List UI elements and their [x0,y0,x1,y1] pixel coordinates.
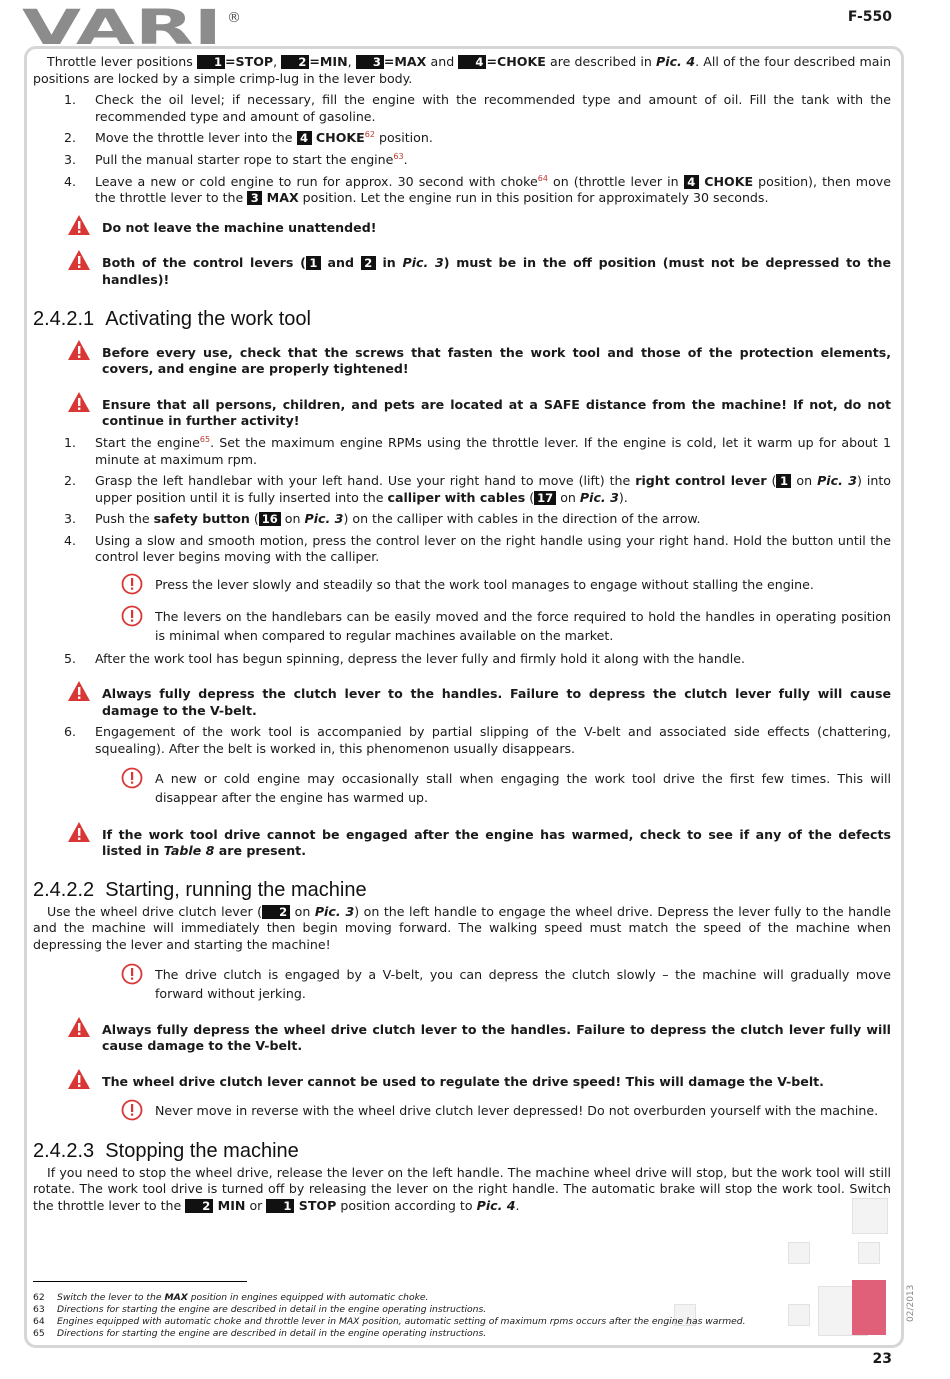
warning-icon [67,391,91,413]
list-item: 6. Engagement of the work tool is accompanied by partial slipping of the V-belt and associated side effects (chattering, squealing). After the belt is worked in, this phenomenon usually disappears. [64,724,891,756]
list-item: 1. Check the oil level; if necessary, fill the engine with the recommended type and amount of oil. Fill the tank with the recommended type and amount of gasoline. [64,92,891,124]
list-item: 1. Start the engine$^{65}$. Set the maximum engine RPMs using the throttle lever. If the engine is cold, let it warm up for about 1 minute at maximum rpm. [64,434,891,467]
info-notice: The levers on the handlebars can be easily moved and the force required to hold the handles in operating position is minimal when compared to regular machines available on the market. [33,607,891,646]
list-item: 4. Leave a new or cold engine to run for approx. 30 second with choke$^{64}$ on (throttle lever in 4 CHOKE position), then move the throttle lever to the 3 MAX position. Let the engine run in this position for approximately 30 seconds. [64,173,891,206]
list-item: 5. After the work tool has begun spinning, depress the lever fully and firmly hold it along with the handle. [64,650,746,666]
vari-logo [22,8,252,48]
body-paragraph: Use the wheel drive clutch lever ( 2 on Pic. 3) on the left handle to engage the wheel drive. Depress the lever fully to the handle and the machine will immediately then begin moving forward. The walking speed must match the speed of the machine when depressing the lever and starting the machine! [33,903,891,952]
section-heading: 2.4.2.2 Starting, running the machine [33,878,367,901]
warning-notice: The wheel drive clutch lever cannot be used to regulate the drive speed! This will damage the V-belt. [33,1074,891,1091]
intro-paragraph: Throttle lever positions 1 =STOP, 2 =MIN, 3 =MAX and 4 =CHOKE are described in Pic. 4. All of the four described main positions are locked by a simple crimp-lug in the lever body. [33,54,891,86]
footnote: 63 Directions for starting the engine are described in detail in the engine operating instructions. [33,1304,487,1315]
warning-icon [67,1016,91,1038]
info-icon [121,1099,143,1121]
info-notice: Press the lever slowly and steadily so that the work tool manages to engage without stalling the engine. [33,575,891,595]
info-icon [121,767,143,789]
footnotes [33,1292,753,1340]
section-heading: 2.4.2.1 Activating the work tool [33,307,311,330]
warning-icon [67,339,91,361]
info-icon [121,573,143,595]
warning-notice: Do not leave the machine unattended! [33,220,891,237]
section-heading: 2.4.2.3 Stopping the machine [33,1139,299,1162]
body-paragraph: If you need to stop the wheel drive, release the lever on the left handle. The machine wheel drive will stop, but the work tool will still rotate. The work tool drive is turned off by releasing the lever on the right handle. The automatic brake will stop the work tool. Switch the throttle lever to the 2 MIN or 1 STOP position according to Pic. 4. [33,1164,891,1213]
warning-notice: If the work tool drive cannot be engaged after the engine has warmed, check to see if any of the defects listed in Table 8 are present. [33,827,891,860]
list-item: 3. Pull the manual starter rope to start the engine$^{63}$. [64,151,408,167]
warning-icon [67,214,91,236]
warning-icon [67,249,91,271]
footnote: 62 Switch the lever to the MAX position in engines equipped with automatic choke. [33,1292,429,1303]
warning-notice: Both of the control levers ( 1 and 2 in Pic. 3) must be in the off position (must not be depressed to the handles)! [33,255,891,288]
svg-text:VARI: VARI [22,8,222,48]
revision-date: 02/2013 [906,1284,916,1322]
info-notice: A new or cold engine may occasionally stall when engaging the work tool drive the first few times. This will disappear after the engine has warmed up. [33,769,891,808]
footnote-divider [33,1281,247,1282]
warning-notice: Ensure that all persons, children, and pets are located at a SAFE distance from the machine! If not, do not continue in further activity! [33,397,891,430]
footnote: 65 Directions for starting the engine are described in detail in the engine operating instructions. [33,1328,487,1339]
page-content [33,54,891,1215]
list-item: 3. Push the safety button ( 16 on Pic. 3) on the calliper with cables in the direction of the arrow. [64,511,701,527]
list-item: 2. Grasp the left handlebar with your left hand. Use your right hand to move (lift) the right control lever ( 1 on Pic. 3) into upper position until it is fully inserted into the calliper with cables ( 17 on Pic. 3). [64,473,891,505]
info-icon [121,963,143,985]
list-item: 2. Move the throttle lever into the 4 CHOKE$^{62}$ position. [64,130,433,146]
warning-notice: Before every use, check that the screws that fasten the work tool and those of the protection elements, covers, and engine are properly tightened! [33,345,891,378]
warning-notice: Always fully depress the wheel drive clutch lever to the handles. Failure to depress the clutch lever fully will cause damage to the V-belt. [33,1022,891,1055]
warning-icon [67,821,91,843]
info-icon [121,605,143,627]
model-label: F-550 [847,9,892,25]
list-item: 4. Using a slow and smooth motion, press the control lever on the right handle using your right hand. Hold the button until the control lever begins moving with the calliper. [64,532,891,565]
info-notice: The drive clutch is engaged by a V-belt, you can depress the clutch slowly – the machine will gradually move forward without jerking. [33,965,891,1004]
page-number: 23 [872,1351,892,1367]
svg-text:®: ® [227,10,241,26]
warning-icon [67,1068,91,1090]
warning-notice: Always fully depress the clutch lever to the handles. Failure to depress the clutch lever fully will cause damage to the V-belt. [33,686,891,719]
warning-icon [67,680,91,702]
info-notice: Never move in reverse with the wheel drive clutch lever depressed! Do not overburden yourself with the machine. [33,1101,891,1121]
footnote: 64 Engines equipped with automatic choke and throttle lever in MAX position, automatic setting of maximum rpms occurs after the engine has warmed. [33,1316,746,1327]
